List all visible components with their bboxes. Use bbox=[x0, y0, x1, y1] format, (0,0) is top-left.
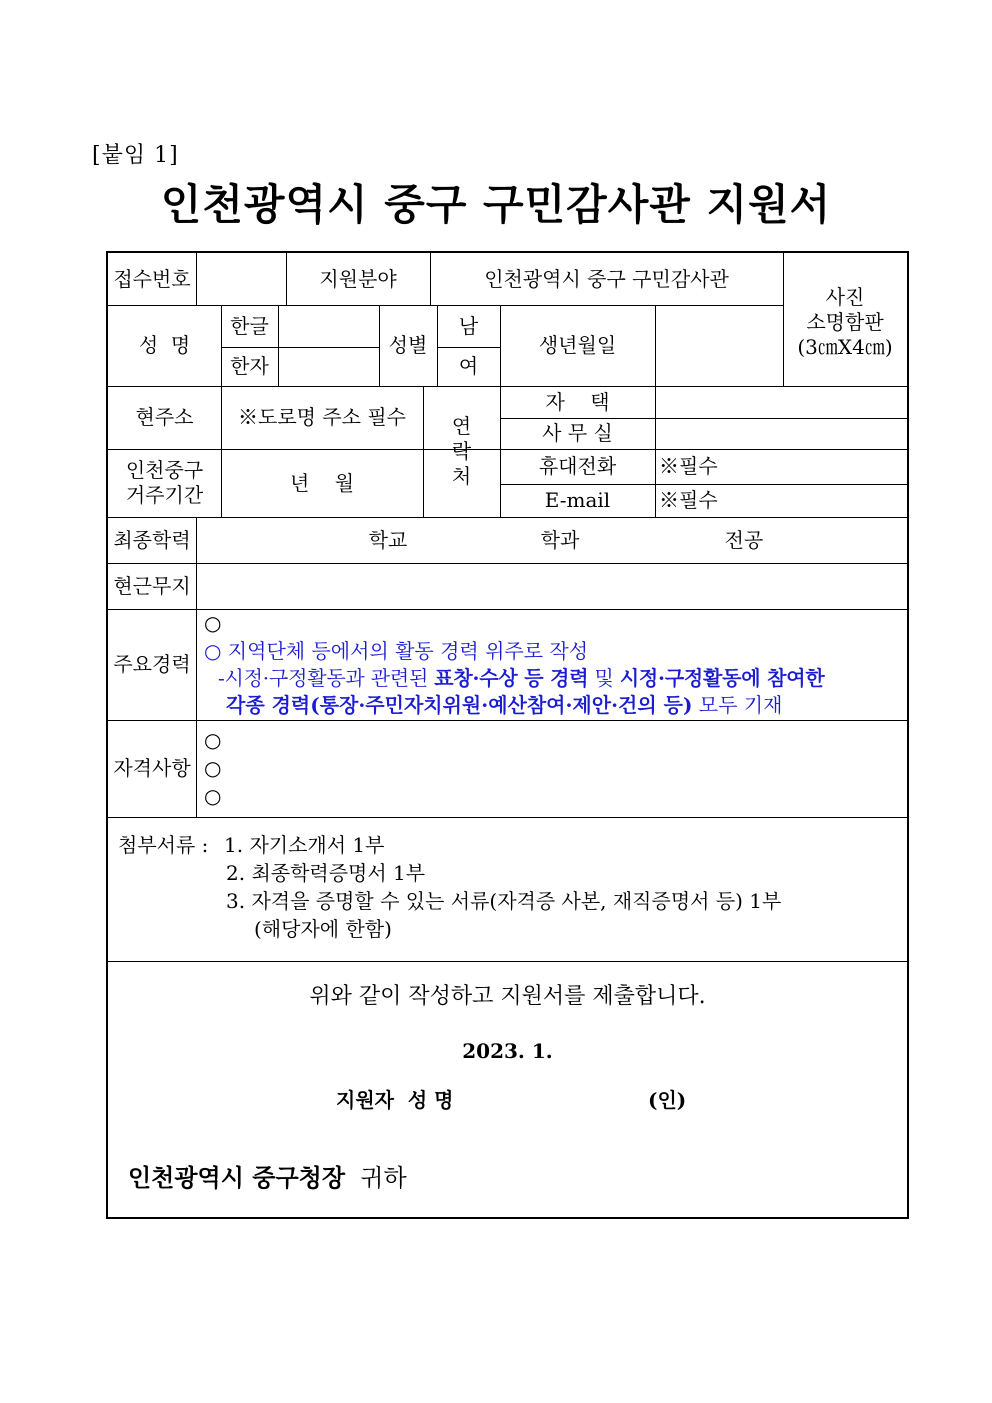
education-label: 최종학력 bbox=[113, 527, 191, 552]
home-phone-label: 자 택 bbox=[545, 389, 610, 414]
recipient-name: 인천광역시 중구청장 bbox=[128, 1163, 346, 1192]
recipient bbox=[128, 1164, 407, 1192]
recipient-honorific: 귀하 bbox=[360, 1164, 407, 1192]
hangul-name-field[interactable] bbox=[278, 305, 379, 347]
career-text-2a: -시정·구정활동과 관련된 bbox=[218, 666, 435, 690]
workplace-field[interactable] bbox=[196, 563, 907, 609]
residence-label-line2: 거주기간 bbox=[125, 483, 204, 507]
career-text-2d: 시정·구정활동에 참여한 bbox=[619, 666, 825, 690]
gender-male-option[interactable]: 남 bbox=[458, 313, 479, 338]
receipt-number-field[interactable] bbox=[196, 253, 286, 305]
name-label: 성 명 bbox=[138, 333, 191, 357]
residence-period-label bbox=[108, 449, 221, 517]
photo-label: 사진 bbox=[825, 285, 865, 309]
email-field[interactable]: ※필수 bbox=[659, 488, 718, 512]
photo-box[interactable] bbox=[783, 253, 907, 386]
career-text-3b: 모두 기재 bbox=[692, 693, 783, 717]
education-school-label[interactable]: 학교 bbox=[368, 527, 408, 552]
applicant-name-label: 지원자 성 명 bbox=[336, 1088, 454, 1112]
page-title: 인천광역시 중구 구민감사관 지원서 bbox=[160, 180, 832, 229]
residence-period-field[interactable]: 년 월 bbox=[289, 470, 355, 495]
qualification-label: 자격사항 bbox=[113, 756, 191, 780]
career-instruction-1: ○ 지역단체 등에서의 활동 경력 위주로 작성 bbox=[204, 639, 589, 663]
attachment-item-1: 1. 자기소개서 1부 bbox=[224, 833, 385, 857]
contact-label-char-2: 락 bbox=[451, 439, 472, 463]
contact-label bbox=[423, 386, 500, 517]
attachment-item-3-note: (해당자에 한함) bbox=[254, 917, 392, 941]
birthdate-label: 생년월일 bbox=[538, 333, 617, 357]
hangul-label: 한글 bbox=[230, 313, 269, 338]
workplace-label: 현근무지 bbox=[113, 573, 191, 598]
photo-size-label: 소명함판 bbox=[806, 310, 884, 334]
career-text-2c: 및 bbox=[588, 666, 620, 690]
hanja-label: 한자 bbox=[230, 354, 269, 378]
attachment-label: [붙임 1] bbox=[92, 143, 179, 168]
career-text-3a: 각종 경력(통장·주민자치위원·예산참여·제안·건의 등) bbox=[226, 693, 693, 717]
education-major-label[interactable]: 전공 bbox=[724, 527, 764, 552]
career-label: 주요경력 bbox=[113, 652, 191, 676]
gender-label: 성별 bbox=[388, 333, 428, 357]
career-instruction-2 bbox=[218, 664, 825, 692]
attachment-item-3: 3. 자격을 증명할 수 있는 서류(자격증 사본, 재직증명서 등) 1부 bbox=[226, 889, 782, 913]
receipt-number-label: 접수번호 bbox=[113, 266, 191, 291]
submission-date: 2023. 1. bbox=[462, 1039, 553, 1063]
mobile-phone-field[interactable]: ※필수 bbox=[659, 454, 718, 478]
seal-mark[interactable]: (인) bbox=[648, 1088, 687, 1112]
attachment-item-2: 2. 최종학력증명서 1부 bbox=[226, 861, 426, 885]
address-label: 현주소 bbox=[135, 405, 194, 429]
career-instruction-3 bbox=[226, 691, 782, 719]
gender-female-option[interactable]: 여 bbox=[458, 354, 479, 378]
birthdate-field[interactable] bbox=[655, 305, 783, 386]
attachments-label: 첨부서류 : bbox=[118, 833, 215, 857]
application-field-label: 지원분야 bbox=[319, 266, 397, 291]
contact-label-char-1: 연 bbox=[451, 414, 472, 438]
application-form bbox=[106, 251, 909, 1219]
residence-label-line1: 인천중구 bbox=[125, 458, 204, 482]
qualification-bullet-2[interactable]: ○ bbox=[204, 756, 222, 780]
application-field-value: 인천광역시 중구 구민감사관 bbox=[484, 266, 729, 291]
career-text-2b: 표창·수상 등 경력 bbox=[434, 666, 589, 690]
mobile-phone-label: 휴대전화 bbox=[538, 454, 617, 478]
education-department-label[interactable]: 학과 bbox=[540, 527, 580, 552]
home-phone-field[interactable] bbox=[655, 386, 907, 418]
submission-statement: 위와 같이 작성하고 지원서를 제출합니다. bbox=[309, 984, 706, 1009]
photo-dimensions: (3㎝X4㎝) bbox=[797, 335, 893, 359]
office-phone-field[interactable] bbox=[655, 418, 907, 449]
qualification-bullet-1[interactable]: ○ bbox=[204, 728, 222, 752]
email-label: E-mail bbox=[544, 488, 611, 512]
office-phone-label: 사 무 실 bbox=[542, 421, 613, 445]
address-note[interactable]: ※도로명 주소 필수 bbox=[238, 405, 406, 429]
career-bullet-empty[interactable]: ○ bbox=[204, 611, 222, 635]
contact-label-char-3: 처 bbox=[451, 464, 472, 488]
hanja-name-field[interactable] bbox=[278, 347, 379, 386]
qualification-bullet-3[interactable]: ○ bbox=[204, 784, 222, 808]
